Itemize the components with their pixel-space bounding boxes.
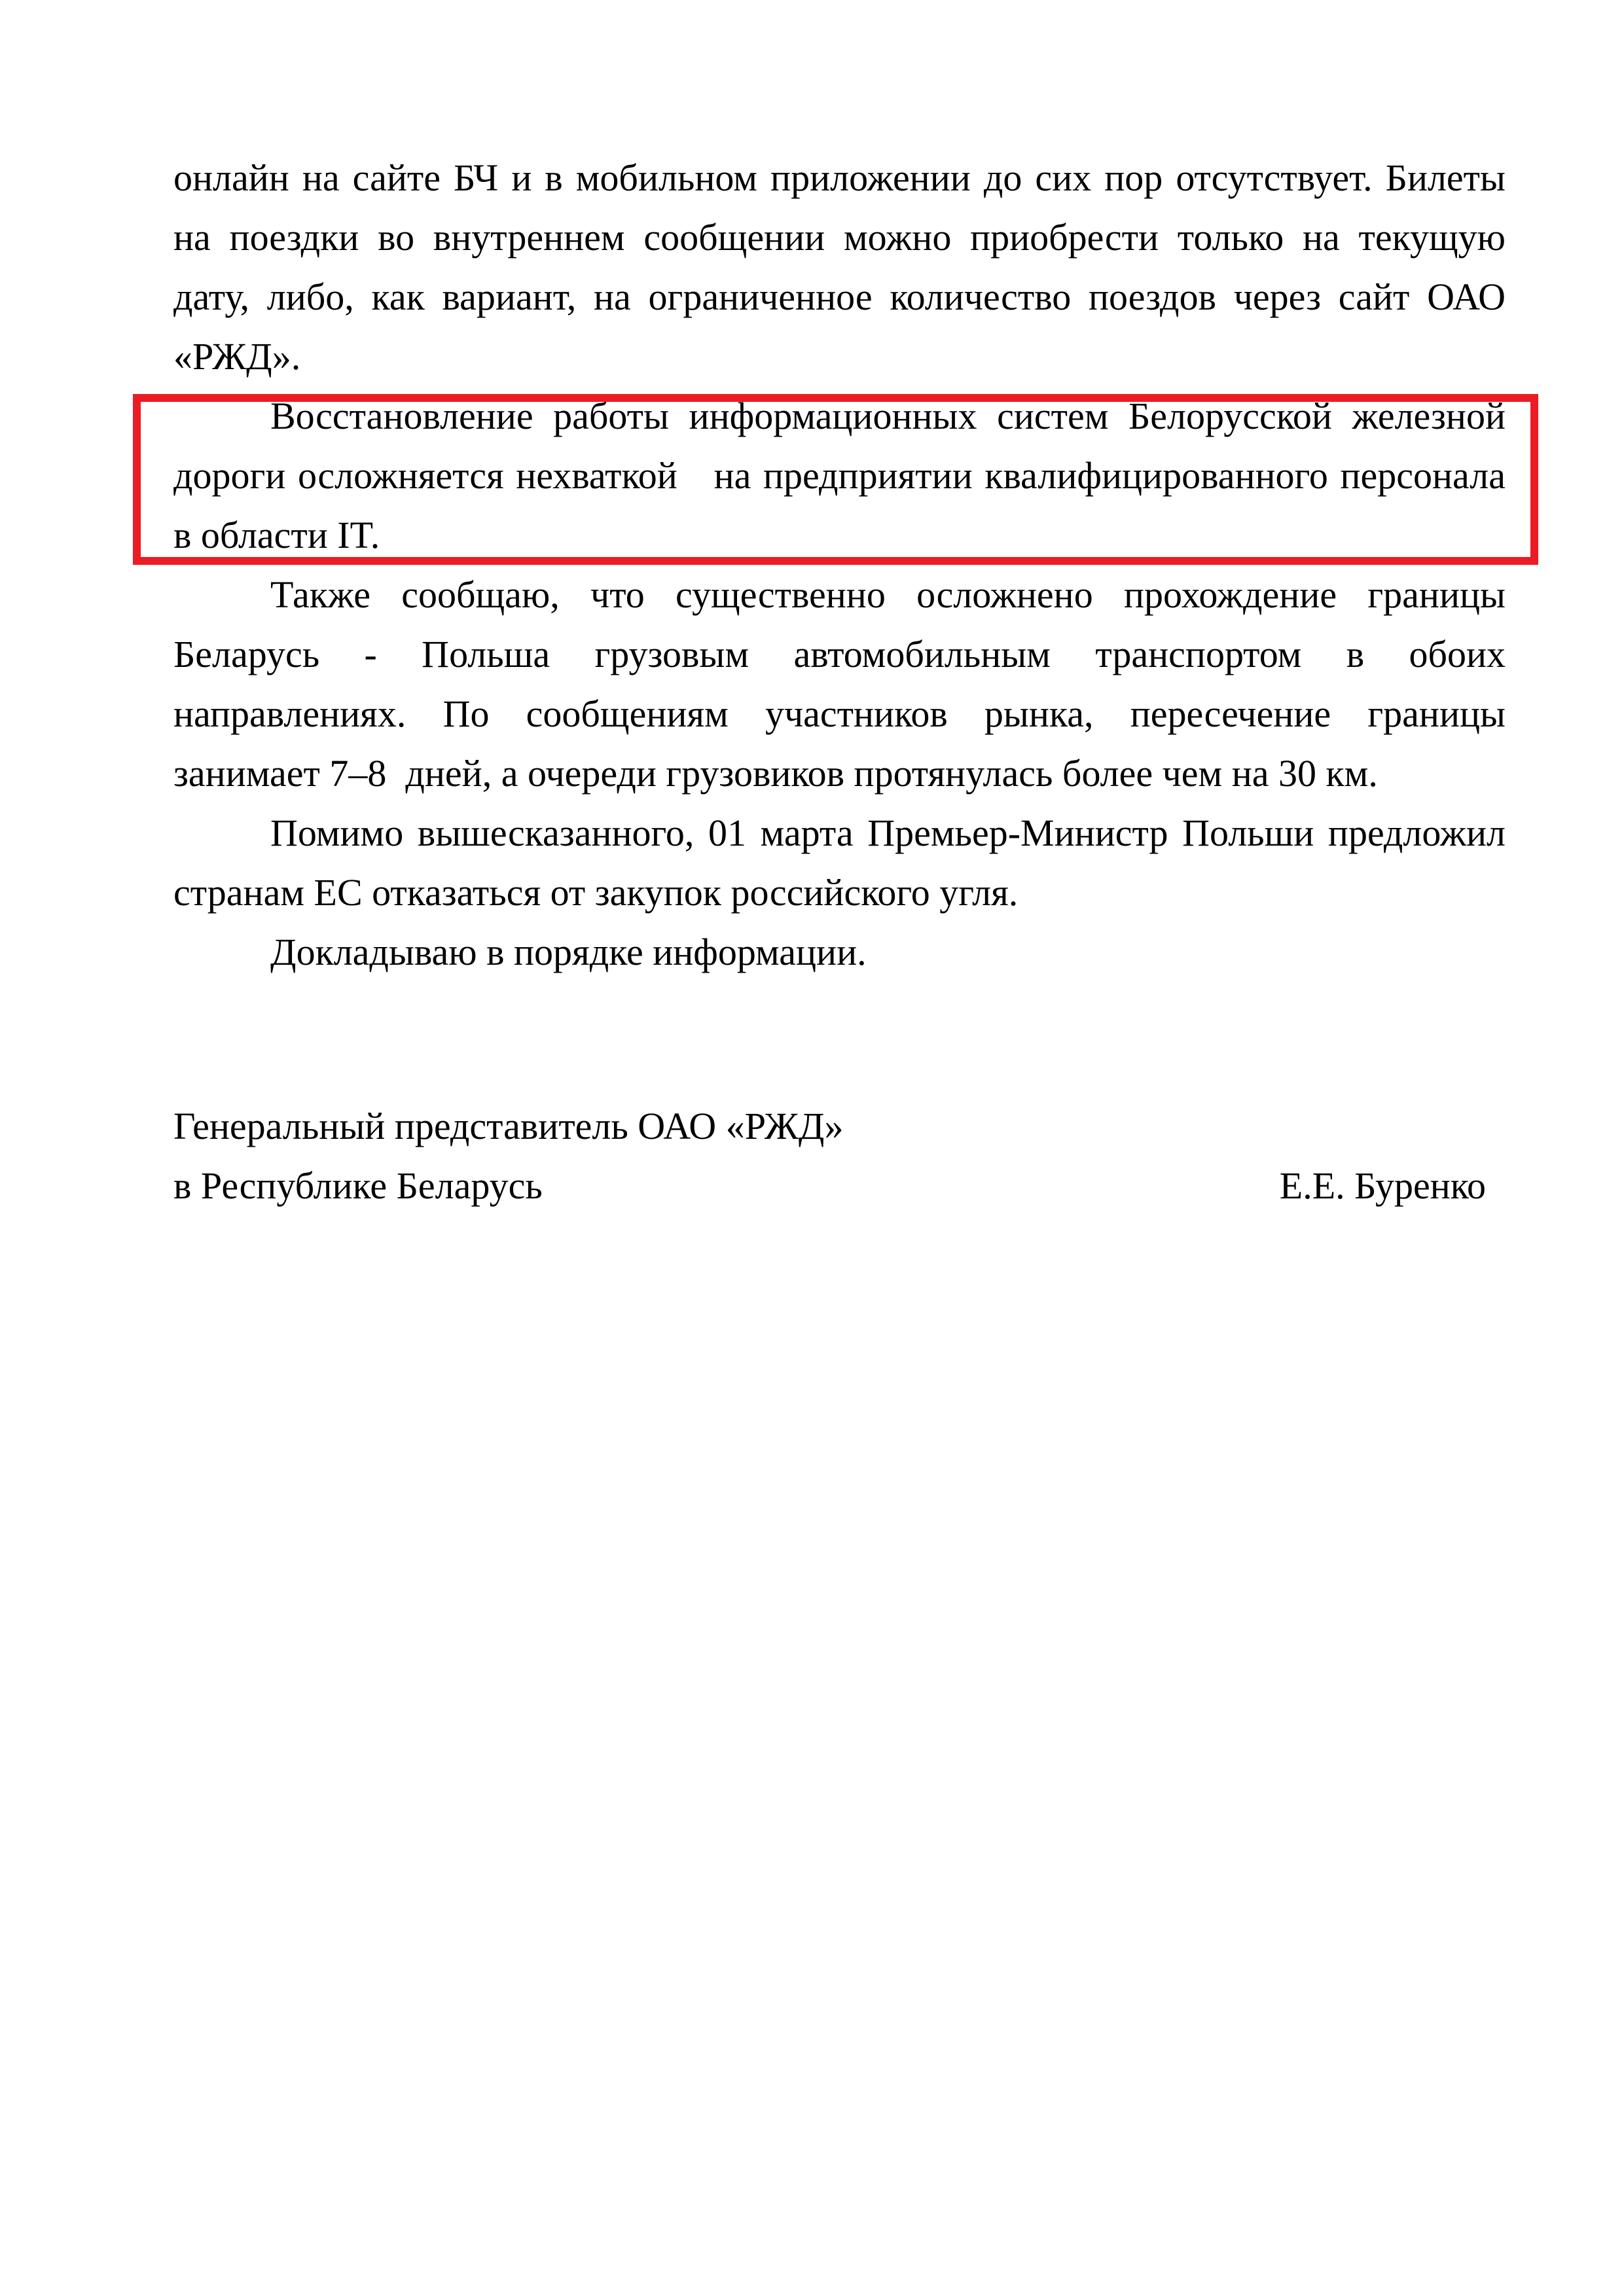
text-line: направлениях. По сообщениям участников рынка, пересечение границы: [173, 692, 1506, 735]
paragraph-continuation: [173, 148, 1506, 386]
text-line: онлайн на сайте БЧ и в мобильном приложении до сих пор отсутствует. Билеты: [173, 156, 1506, 199]
paragraph-border-crossing: [173, 565, 1506, 803]
text-line: Помимо вышесказанного, 01 марта Премьер-Министр Польши предложил: [270, 812, 1506, 854]
text-line: Беларусь - Польша грузовым автомобильным транспортом в обоих: [173, 633, 1506, 675]
text-line: дороги осложняется нехваткой на предприятии квалифицированного персонала: [173, 454, 1506, 497]
paragraph-highlighted: [173, 386, 1506, 565]
text-line: в области IT.: [173, 514, 380, 556]
paragraph-coal: [173, 803, 1506, 922]
paragraph-closing: [173, 922, 1506, 982]
text-line: занимает 7–8 дней, а очереди грузовиков протянулась более чем на 30 км.: [173, 752, 1378, 795]
text-line: на поездки во внутреннем сообщении можно приобрести только на текущую: [173, 216, 1506, 259]
text-line: Также сообщаю, что существенно осложнено прохождение границы: [270, 573, 1506, 616]
text-line: Докладываю в порядке информации.: [270, 931, 867, 973]
signature-block: [173, 1096, 1506, 1215]
letter-body: [173, 148, 1506, 982]
text-line: «РЖД».: [173, 335, 301, 378]
signature-row: [173, 1156, 1506, 1215]
text-line: странам ЕС отказаться от закупок российского угля.: [173, 871, 1019, 914]
signature-role-line-2: в Республике Беларусь: [173, 1164, 543, 1207]
signature-role-line-1: Генеральный представитель ОАО «РЖД»: [173, 1105, 844, 1147]
signature-name: Е.Е. Буренко: [1279, 1164, 1486, 1207]
text-line: дату, либо, как вариант, на ограниченное количество поездов через сайт ОАО: [173, 276, 1506, 318]
text-line: Восстановление работы информационных систем Белорусской железной: [270, 395, 1506, 437]
